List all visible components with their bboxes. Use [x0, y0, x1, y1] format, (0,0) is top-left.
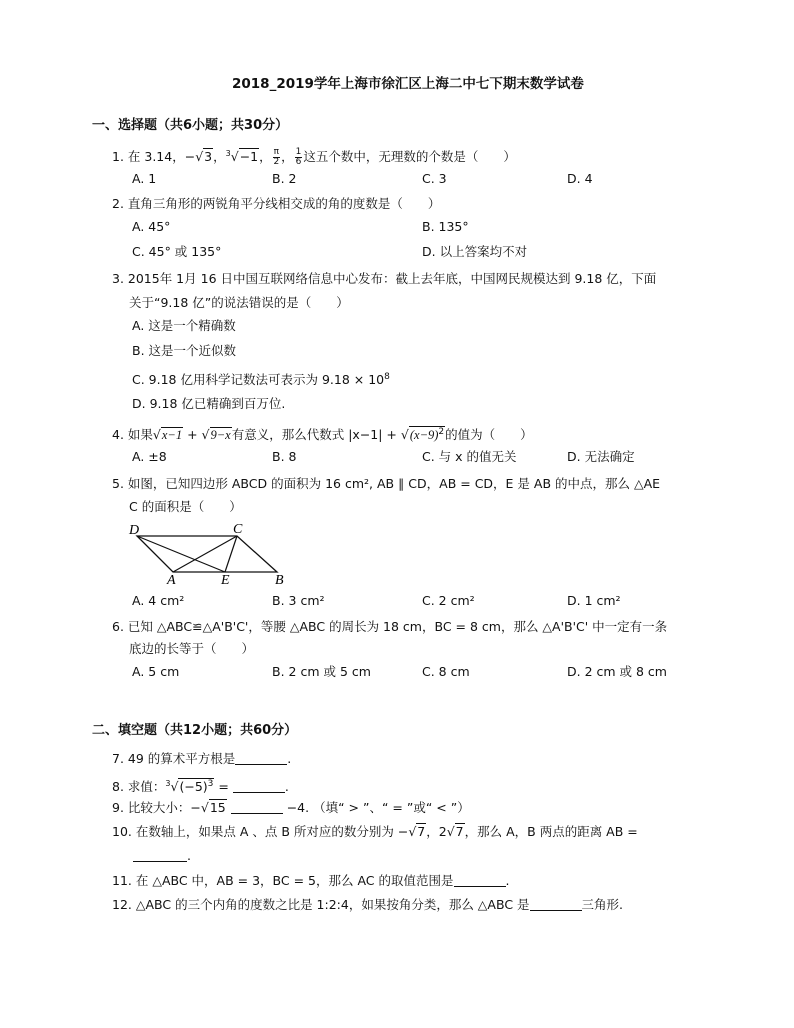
page-title: 2018_2019学年上海市徐汇区上海二中七下期末数学试卷: [232, 76, 584, 92]
answer-blank-10[interactable]: [133, 850, 187, 862]
question-9: 9. 比较大小：−√15 −4. （填“ > ”、“ = ”或“ < ”）: [112, 800, 470, 815]
label-d: D: [129, 523, 140, 538]
sqrt-7-a: √7: [408, 824, 426, 839]
sqrt-3: √3: [195, 149, 213, 165]
q5-option-c[interactable]: C. 2 cm²: [422, 593, 475, 608]
question-3-line1: 3. 2015年 1月 16 日中国互联网络信息中心发布：截上去年底，中国网民规模达到 9.18 亿，下面: [112, 271, 657, 286]
answer-blank-7[interactable]: [235, 753, 287, 765]
q3-option-d[interactable]: D. 9.18 亿已精确到百万位.: [132, 396, 286, 411]
q4-option-d[interactable]: D. 无法确定: [567, 449, 635, 464]
q3-option-c[interactable]: C. 9.18 亿用科学记数法可表示为 $9.18 \times 10^8$: [132, 372, 390, 387]
q6-option-d[interactable]: D. 2 cm 或 8 cm: [567, 664, 667, 679]
parallelogram-figure: [125, 520, 295, 586]
q5-option-a[interactable]: A. 4 cm²: [132, 593, 185, 608]
section-heading-fill: 二、填空题（共12小题；共60分）: [92, 723, 298, 738]
question-2-stem: 2. 直角三角形的两锐角平分线相交成的角的度数是（ ）: [112, 196, 441, 211]
question-5-line2: C 的面积是（ ）: [129, 499, 242, 514]
q5-option-d[interactable]: D. 1 cm²: [567, 593, 621, 608]
cbrt-neg5-cubed: $^3√(-5)^3$: [165, 779, 214, 795]
q6-option-c[interactable]: C. 8 cm: [422, 664, 470, 679]
q1-option-b[interactable]: B. 2: [272, 171, 297, 186]
question-8: 8. 求值：$^3√(-5)^3$ = .: [112, 776, 289, 795]
q2-option-a[interactable]: A. 45°: [132, 219, 171, 234]
q2-option-d[interactable]: D. 以上答案均不对: [422, 244, 528, 259]
answer-blank-9[interactable]: [231, 802, 283, 814]
cbrt-neg1: $^3$√−1: [225, 149, 259, 165]
answer-blank-12[interactable]: [530, 899, 582, 911]
q3-option-a[interactable]: A. 这是一个精确数: [132, 318, 236, 333]
q4-option-c[interactable]: C. 与 x 的值无关: [422, 449, 517, 464]
q2-option-c[interactable]: C. 45° 或 135°: [132, 244, 222, 259]
fraction-pi-over-2: $\frac{\pi}{2}$: [273, 147, 280, 168]
label-b: B: [275, 573, 284, 586]
q5-option-b[interactable]: B. 3 cm²: [272, 593, 325, 608]
question-7: 7. 49 的算术平方根是 .: [112, 751, 292, 766]
q1-neg: −: [184, 149, 196, 165]
q1-option-a[interactable]: A. 1: [132, 171, 157, 186]
sqrt-x-minus-9-squared: $√(x-9)^2$: [400, 427, 445, 442]
question-12: 12. △ABC 的三个内角的度数之比是 1:2:4，如果按角分类，那么 △ABC 是 三角形.: [112, 897, 624, 912]
question-3-line2: 关于“9.18 亿”的说法错误的是（ ）: [129, 295, 349, 310]
q1-text-post: 这五个数中，无理数的个数是（ ）: [303, 149, 516, 165]
sqrt-7-b: √7: [446, 824, 464, 839]
question-6-line1: 6. 已知 △ABC≌△A'B'C'，等腰 △ABC 的周长为 18 cm，BC = 8 cm，那么 △A'B'C' 中一定有一条: [112, 619, 668, 634]
q2-option-b[interactable]: B. 135°: [422, 219, 469, 234]
section-heading-choice: 一、选择题（共6小题；共30分）: [92, 118, 289, 133]
question-6-line2: 底边的长等于（ ）: [129, 641, 255, 656]
label-a: A: [167, 573, 176, 586]
question-10-line1: 10. 在数轴上，如果点 A 、点 B 所对应的数分别为 −√7，2√7，那么 A，B 两点的距离 AB =: [112, 824, 638, 839]
label-c: C: [233, 522, 243, 537]
sqrt-x-minus-1: √x−1: [152, 427, 183, 442]
sqrt-15: √15: [200, 800, 226, 815]
q6-option-b[interactable]: B. 2 cm 或 5 cm: [272, 664, 371, 679]
question-11: 11. 在 △ABC 中，AB = 3，BC = 5，那么 AC 的取值范围是 .: [112, 873, 510, 888]
fraction-1-over-6: $\frac{1}{6}$: [295, 147, 302, 168]
question-10-line2: .: [133, 848, 191, 864]
q1-text-pre: 1. 在 3.14，: [112, 149, 185, 165]
question-1-stem: 1. 在 3.14，−√3，$^3$√−1， $\frac{\pi}{2}$ ， $\frac{1}{6}$ 这五个数中，无理数的个数是（ ）: [112, 147, 516, 168]
q4-option-b[interactable]: B. 8: [272, 449, 297, 464]
parallelogram-abcd: [137, 536, 277, 572]
sqrt-9-minus-x: √9−x: [201, 427, 231, 442]
q1-option-d[interactable]: D. 4: [567, 171, 593, 186]
segment-ed: [137, 536, 225, 572]
answer-blank-11[interactable]: [454, 875, 506, 887]
question-5-line1: 5. 如图，已知四边形 ABCD 的面积为 16 cm², AB ∥ CD，AB = CD，E 是 AB 的中点，那么 △AE: [112, 476, 661, 491]
label-e: E: [221, 573, 230, 586]
q6-option-a[interactable]: A. 5 cm: [132, 664, 180, 679]
q3-option-b[interactable]: B. 这是一个近似数: [132, 343, 237, 358]
answer-blank-8[interactable]: [233, 781, 285, 793]
question-4-stem: 4. 如果√x−1 + √9−x有意义，那么代数式 $|x-1| + √(x-9)^2$的值为（ ）: [112, 424, 533, 443]
q1-option-c[interactable]: C. 3: [422, 171, 447, 186]
q4-option-a[interactable]: A. ±8: [132, 449, 167, 464]
